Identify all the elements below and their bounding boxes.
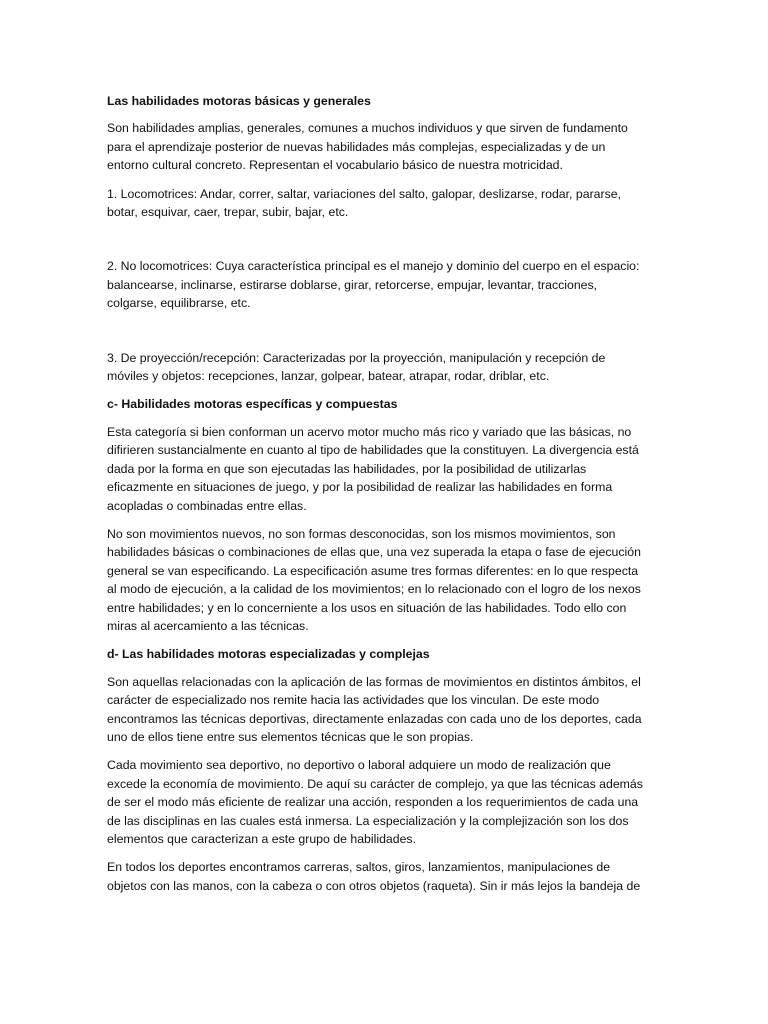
paragraph-basic-skills: Son habilidades amplias, generales, comunes a muchos individuos y que sirven de fundamento para el aprendizaje posterior de nuevas habilidades más complejas, especializadas y de un entorno cultural concreto. Representan el vocabulario básico de nuestra motricidad. bbox=[107, 121, 628, 173]
paragraph-specialized-skills-2: Cada movimiento sea deportivo, no deportivo o laboral adquiere un modo de realización que excede la economía de movimiento. De aquí su carácter de complejo, ya que las técnicas además de ser el modo más eficiente de realizar una acción, responden a los requerimientos de cada una de las disciplinas en las cuales está inmersa. La especialización y la complejización son los dos elementos que caracterizan a este grupo de habilidades. bbox=[107, 758, 643, 846]
list-item-locomotor: 1. Locomotrices: Andar, correr, saltar, variaciones del salto, galopar, deslizarse, rodar, pararse, botar, esquivar, caer, trepar, subir, bajar, etc. bbox=[107, 186, 622, 220]
paragraph-specific-skills-2: No son movimientos nuevos, no son formas desconocidas, son los mismos movimientos, son habilidades básicas o combinaciones de ellas que, una vez superada la etapa o fase de ejecución general se van especificando. La especificación asume tres formas diferentes: en lo que respecta al modo de ejecución, a la calidad de los movimientos; en lo relacionado con el logro de los nexos entre habilidades; y en lo concerniente a los usos en situación de las habilidades. Todo ello con miras al acercamiento a las técnicas. bbox=[107, 526, 641, 633]
list-item-non-locomotor: 2. No locomotrices: Cuya característica principal es el manejo y dominio del cuerpo en el espacio: balancearse, inclinarse, estirarse doblarse, girar, retorcerse, empujar, levantar, tracciones, colgarse, equilibrarse, etc. bbox=[107, 259, 640, 311]
paragraph-specialized-skills-3: En todos los deportes encontramos carreras, saltos, giros, lanzamientos, manipulaciones de objetos con las manos, con la cabeza o con otros objetos (raqueta). Sin ir más lejos la bandeja de bbox=[107, 860, 641, 893]
paragraph-specialized-skills-1: Son aquellas relacionadas con la aplicación de las formas de movimientos en distintos ámbitos, el carácter de especializado nos remite hacia las actividades que los vinculan. De este modo encontramos las técnicas deportivas, directamente enlazadas con cada uno de los deportes, cada uno de ellos tiene entre sus elementos técnicas que le son propias. bbox=[107, 674, 642, 744]
section-heading-specialized-skills: d- Las habilidades motoras especializadas y complejas bbox=[107, 647, 430, 662]
section-heading-specific-skills: c- Habilidades motoras específicas y compuestas bbox=[107, 397, 398, 412]
list-item-projection-reception: 3. De proyección/recepción: Caracterizadas por la proyección, manipulación y recepción de móviles y objetos: recepciones, lanzar, golpear, batear, atrapar, rodar, driblar, etc. bbox=[107, 350, 606, 384]
section-heading-basic-skills: Las habilidades motoras básicas y generales bbox=[107, 94, 371, 108]
paragraph-specific-skills-1: Esta categoría si bien conforman un acervo motor mucho más rico y variado que las básicas, no difirieren sustancialmente en cuanto al tipo de habilidades que la constituyen. La divergencia está dada por la forma en que son ejecutadas las habilidades, por la posibilidad de utilizarlas eficazmente en situaciones de juego, y por la posibilidad de realizar las habilidades en forma acopladas o combinadas entre ellas. bbox=[107, 424, 639, 513]
